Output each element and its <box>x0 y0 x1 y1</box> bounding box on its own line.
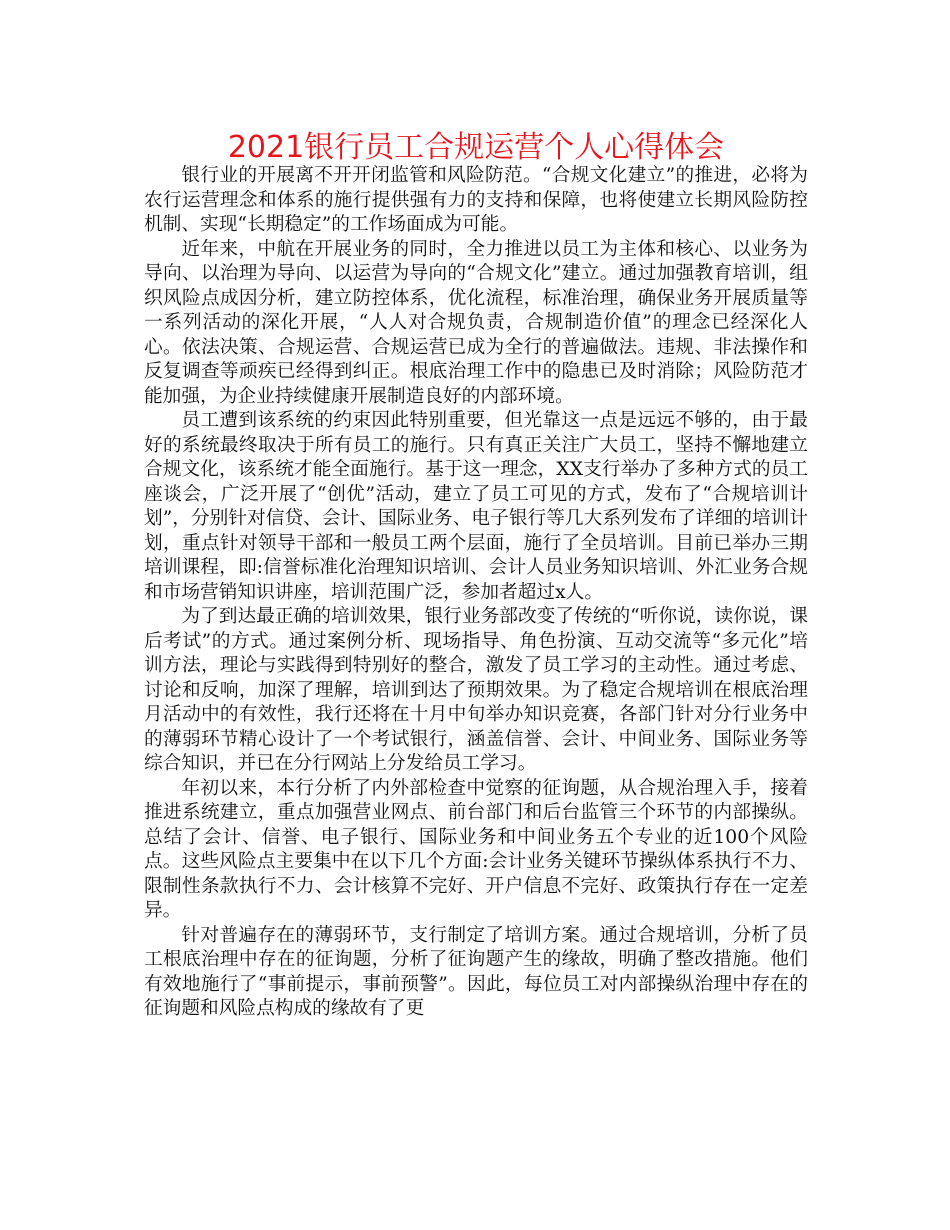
document-page <box>144 126 808 1022</box>
paragraph-6: 针对普遍存在的薄弱环节，支行制定了培训方案。通过合规培训，分析了员工根底治理中存在的征询题，分析了征询题产生的缘故，明确了整改措施。他们有效地施行了“事前提示，事前预警”。因此，每位员工对内部操纵治理中存在的征询题和风险点构成的缘故有了更 <box>144 924 808 1019</box>
paragraph-4: 为了到达最正确的培训效果，银行业务部改变了传统的“听你说，读你说，课后考试”的方式。通过案例分析、现场指导、角色扮演、互动交流等“多元化”培训方法，理论与实践得到特别好的整合，激发了员工学习的主动性。通过考虑、讨论和反响，加深了理解，培训到达了预期效果。为了稳定合规培训在根底治理月活动中的有效性，我行还将在十月中旬举办知识竞赛，各部门针对分行业务中的薄弱环节精心设计了一个考试银行，涵盖信誉、会计、中间业务、国际业务等综合知识，并已在分行网站上分发给员工学习。 <box>144 606 808 774</box>
paragraph-3: 员工遭到该系统的约束因此特别重要，但光靠这一点是远远不够的，由于最好的系统最终取决于所有员工的施行。只有真正关注广大员工，坚持不懈地建立合规文化，该系统才能全面施行。基于这一理念，XX支行举办了多种方式的员工座谈会，广泛开展了“创优”活动，建立了员工可见的方式，发布了“合规培训计划”，分别针对信贷、会计、国际业务、电子银行等几大系列发布了详细的培训计划，重点针对领导干部和一般员工两个层面，施行了全员培训。目前已举办三期培训课程，即:信誉标准化治理知识培训、会计人员业务知识培训、外汇业务合规和市场营销知识讲座，培训范围广泛，参加者超过x人。 <box>144 410 808 603</box>
document-body <box>144 164 808 1022</box>
paragraph-5: 年初以来，本行分析了内外部检查中觉察的征询题，从合规治理入手，接着推进系统建立，重点加强营业网点、前台部门和后台监管三个环节的内部操纵。总结了会计、信誉、电子银行、国际业务和中间业务五个专业的近100个风险点。这些风险点主要集中在以下几个方面:会计业务关键环节操纵体系执行不力、限制性条款执行不力、会计核算不完好、开户信息不完好、政策执行存在一定差异。 <box>144 777 808 921</box>
paragraph-1: 银行业的开展离不开开闭监管和风险防范。“合规文化建立”的推进，必将为农行运营理念和体系的施行提供强有力的支持和保障，也将使建立长期风险防控机制、实现“长期稳定”的工作场面成为可能。 <box>144 165 808 235</box>
paragraph-2: 近年来，中航在开展业务的同时，全力推进以员工为主体和核心、以业务为导向、以治理为导向、以运营为导向的“合规文化”建立。通过加强教育培训，组织风险点成因分析，建立防控体系，优化流程，标准治理，确保业务开展质量等一系列活动的深化开展，“人人对合规负责，合规制造价值”的理念已经深化人心。依法决策、合规运营、合规运营已成为全行的普遍做法。违规、非法操作和反复调查等顽疾已经得到纠正。根底治理工作中的隐患已及时消除；风险防范才能加强，为企业持续健康开展制造良好的内部环境。 <box>144 238 808 407</box>
document-title: 2021银行员工合规运营个人心得体会 <box>227 130 725 165</box>
